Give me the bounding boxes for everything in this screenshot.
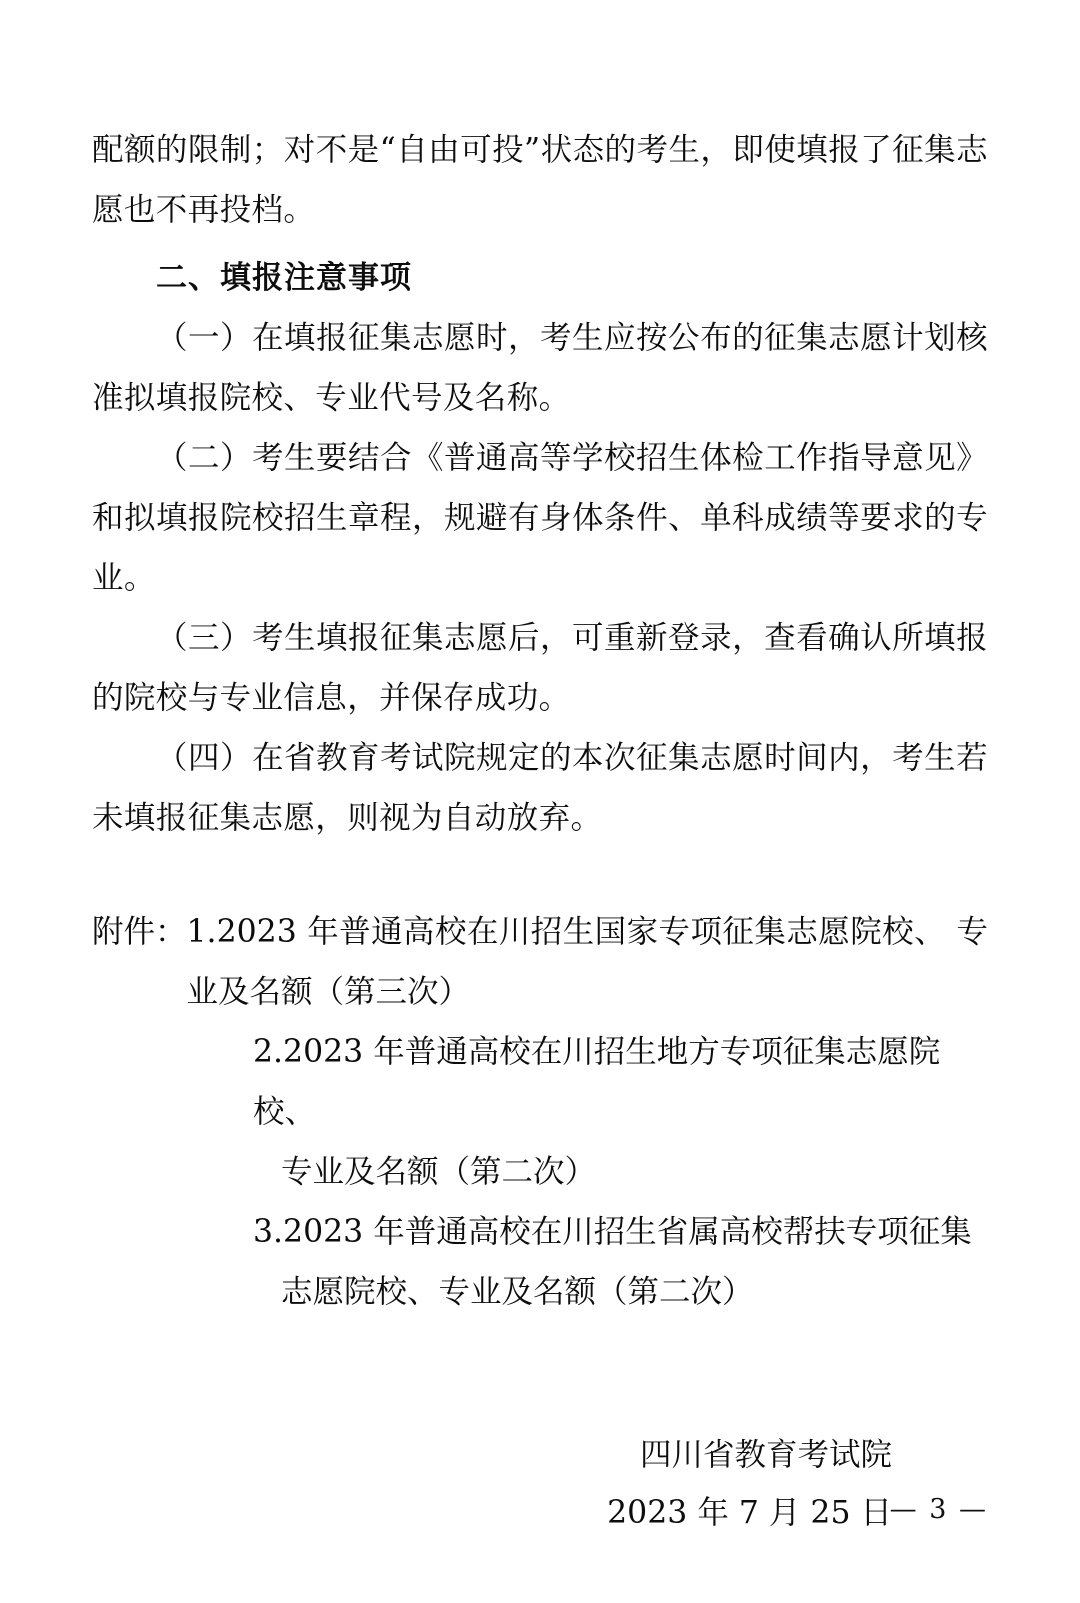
- attachment-1: [187, 902, 988, 1022]
- attachment-3: [253, 1202, 988, 1322]
- note-item-2: （二）考生要结合《普通高等学校招生体检工作指导意见》和拟填报院校招生章程，规避有身体条件、单科成绩等要求的专业。: [92, 440, 988, 596]
- attachment-2-line-1: 2.2023 年普通高校在川招生地方专项征集志愿院校、: [253, 1034, 941, 1130]
- attachment-3-line-1: 3.2023 年普通高校在川招生省属高校帮扶专项征集: [253, 1214, 972, 1250]
- attachments-block: [92, 902, 988, 1322]
- section-heading-notes: 二、填报注意事项: [156, 260, 412, 296]
- attachments-label: 附件：: [92, 914, 187, 950]
- page-number: — 3 —: [889, 1494, 988, 1525]
- attachment-first-row: [92, 902, 988, 1022]
- signature-block: [92, 1426, 988, 1542]
- paragraph-continued: 配额的限制；对不是“自由可投”状态的考生，即使填报了征集志愿也不再投档。: [92, 132, 988, 228]
- note-item-1: （一）在填报征集志愿时，考生应按公布的征集志愿计划核准拟填报院校、专业代号及名称。: [92, 320, 988, 416]
- attachment-2-line-2: 专业及名额（第二次）: [281, 1154, 597, 1190]
- note-item-4: （四）在省教育考试院规定的本次征集志愿时间内，考生若未填报征集志愿，则视为自动放弃。: [92, 740, 988, 836]
- signature-date: 2023 年 7 月 25 日: [607, 1495, 892, 1531]
- spacer: [92, 240, 988, 248]
- attachment-1-line-1: 1.2023 年普通高校在川招生国家专项征集志愿院校、: [186, 914, 947, 950]
- signature-organization: 四川省教育考试院: [639, 1437, 892, 1473]
- document-body: [92, 120, 988, 848]
- attachment-2: [253, 1022, 988, 1202]
- note-item-3: （三）考生填报征集志愿后，可重新登录，查看确认所填报的院校与专业信息，并保存成功。: [92, 620, 988, 716]
- attachment-1-line-2: 专业及名额（第三次）: [186, 914, 989, 1010]
- attachment-3-line-2: 志愿院校、专业及名额（第二次）: [281, 1274, 754, 1310]
